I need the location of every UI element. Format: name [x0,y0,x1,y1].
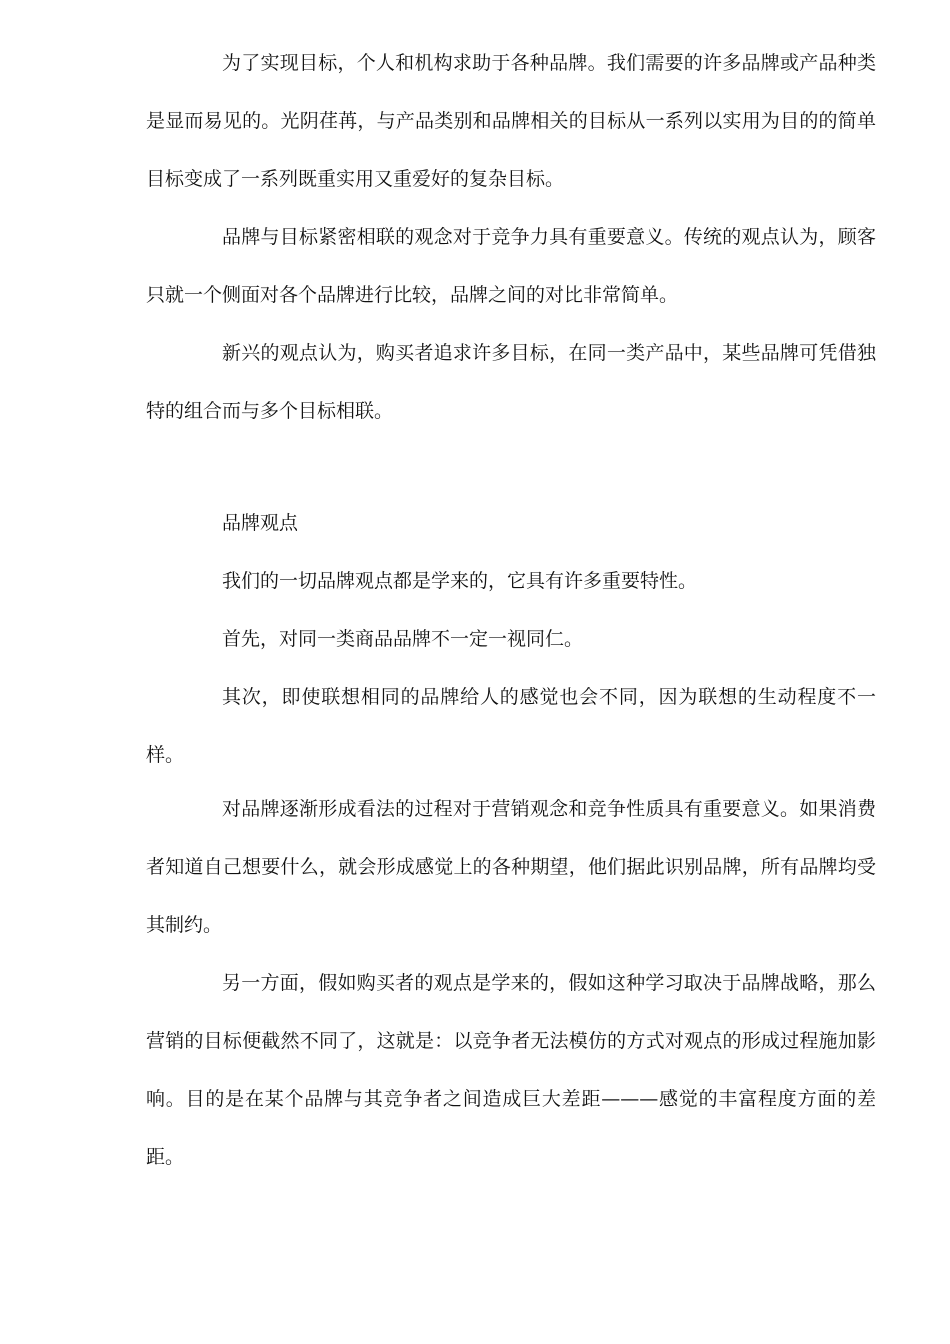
paragraph: 对品牌逐渐形成看法的过程对于营销观念和竞争性质具有重要意义。如果消费者知道自己想要什么，就会形成感觉上的各种期望，他们据此识别品牌，所有品牌均受其制约。 [146,798,876,936]
paragraph: 品牌与目标紧密相联的观念对于竞争力具有重要意义。传统的观点认为，顾客只就一个侧面对各个品牌进行比较，品牌之间的对比非常简单。 [146,226,876,306]
paragraph: 另一方面，假如购买者的观点是学来的，假如这种学习取决于品牌战略，那么营销的目标便截然不同了，这就是：以竞争者无法模仿的方式对观点的形成过程施加影响。目的是在某个品牌与其竞争者之间造成巨大差距———感觉的丰富程度方面的差距。 [146,972,876,1168]
paragraph: 首先，对同一类商品品牌不一定一视同仁。 [222,628,584,650]
paragraph: 其次，即使联想相同的品牌给人的感觉也会不同，因为联想的生动程度不一样。 [146,686,876,766]
text-section-1 [146,34,876,440]
text-section-3 [146,780,876,1186]
text-section-2 [146,494,876,784]
paragraph: 为了实现目标，个人和机构求助于各种品牌。我们需要的许多品牌或产品种类是显而易见的。光阴荏苒，与产品类别和品牌相关的目标从一系列以实用为目的的简单目标变成了一系列既重实用又重爱好的复杂目标。 [146,52,876,190]
paragraph: 新兴的观点认为，购买者追求许多目标，在同一类产品中，某些品牌可凭借独特的组合而与多个目标相联。 [146,342,876,422]
section-heading: 品牌观点 [222,512,299,534]
paragraph: 我们的一切品牌观点都是学来的，它具有许多重要特性。 [222,570,698,592]
